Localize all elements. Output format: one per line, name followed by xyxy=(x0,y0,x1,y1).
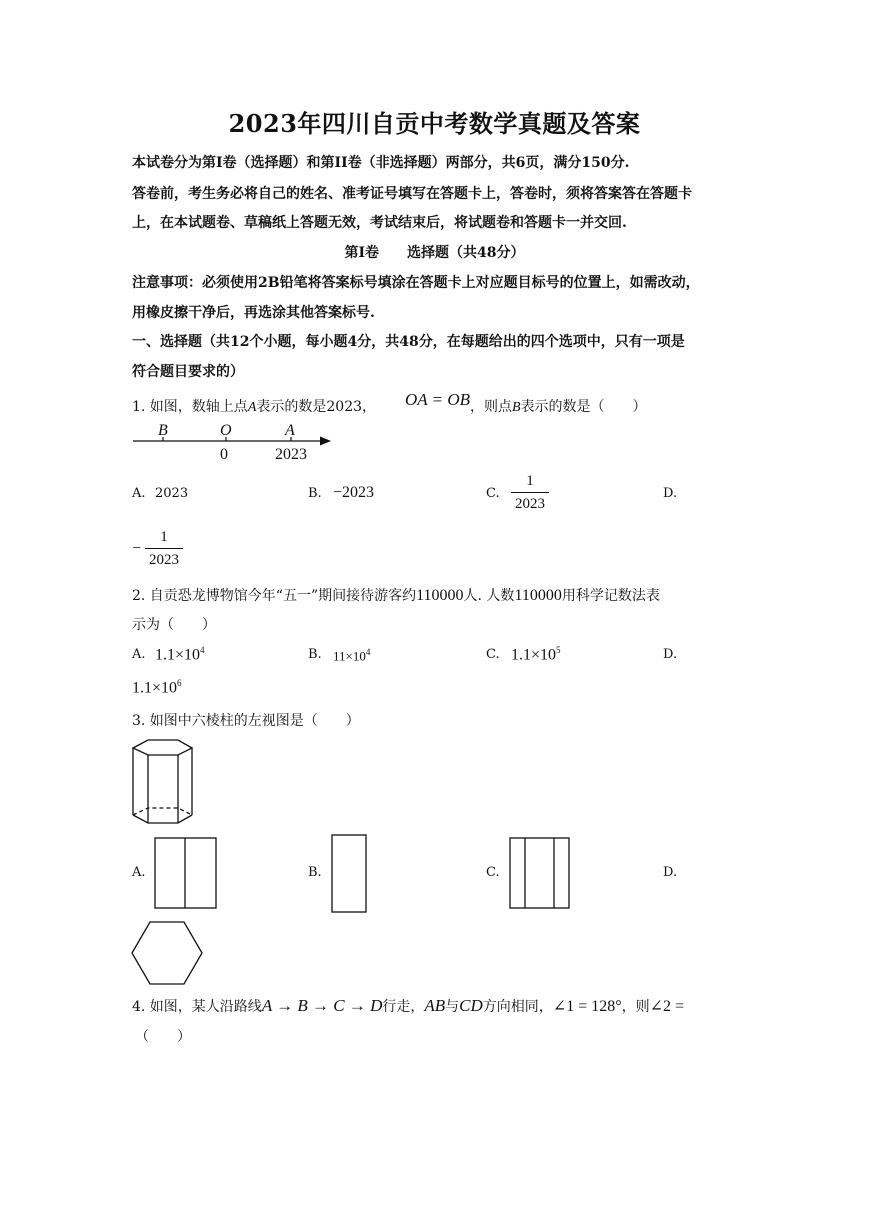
axis-label-a: A xyxy=(285,422,295,439)
q4-angle-2: ∠2 = xyxy=(649,998,685,1015)
q2-line1-a: 2. 自贡恐龙博物馆今年“五一”期间接待游客约 xyxy=(132,588,417,604)
option-d-figure xyxy=(132,922,202,984)
q1-option-d-sign: − xyxy=(132,540,142,557)
q1-option-a-value: 2023 xyxy=(155,486,189,501)
axis-number-zero: 0 xyxy=(220,446,228,463)
q4-mid-3: 方向相同， xyxy=(482,999,553,1015)
q1-option-d-label: D. xyxy=(663,486,678,501)
part-one-line-1: 一、选择题（共12个小题，每小题4分，共48分，在每题给出的四个选项中，只有一项是 xyxy=(132,334,685,350)
q2-line1-c: 用科学记数法表 xyxy=(561,588,660,604)
q3-stem: 3. 如图中六棱柱的左视图是（ ） xyxy=(132,713,360,729)
q2-option-c-label: C. xyxy=(486,647,500,662)
page-title: 2023年四川自贡中考数学真题及答案 xyxy=(228,109,641,138)
q1-option-c-denominator: 2023 xyxy=(515,496,545,512)
q1-prefix: 1. 如图，数轴上点 xyxy=(132,399,248,415)
q4-angle-1: ∠1 = 128° xyxy=(552,998,622,1015)
q4-stem-line-1 xyxy=(132,996,684,1016)
intro-line-3: 上，在本试题卷、草稿纸上答题无效，考试结束后，将试题卷和答题卡一并交回. xyxy=(132,215,627,231)
q2-option-a-base: 1.1×10 xyxy=(155,646,201,664)
intro-line-1: 本试卷分为第Ⅰ卷（选择题）和第II卷（非选择题）两部分，共6页，满分150分. xyxy=(132,155,630,171)
option-a-figure xyxy=(155,838,216,908)
section-header: 第Ⅰ卷 选择题（共48分） xyxy=(344,245,525,261)
q1-option-a-label: A. xyxy=(132,486,146,501)
q3-option-c-label: C. xyxy=(486,865,500,880)
q4-prefix: 4. 如图，某人沿路线 xyxy=(132,999,262,1015)
option-b-figure xyxy=(332,835,366,912)
q3-option-d-label: D. xyxy=(663,865,678,880)
q2-option-b-base: 11×10 xyxy=(333,648,366,664)
q1-suffix-1: ，则点 xyxy=(470,399,512,415)
q4-mid-2: 与 xyxy=(445,999,460,1015)
q1-option-b-label: B. xyxy=(308,486,322,501)
q3-option-a-label: A. xyxy=(132,865,146,880)
part-one-line-2: 符合题目要求的） xyxy=(132,364,244,380)
q4-stem-line-2: （ ） xyxy=(135,1029,191,1045)
q1-option-b-value: −2023 xyxy=(333,484,375,501)
q4-path: A → B → C → D xyxy=(261,996,383,1015)
q4-segment-ab: AB xyxy=(424,996,446,1015)
intro-line-2: 答卷前，考生务必将自己的姓名、准考证号填写在答题卡上，答卷时，须将答案答在答题卡 xyxy=(132,186,692,202)
q2-option-c-base: 1.1×10 xyxy=(511,646,557,664)
q2-stem-line-2: 示为（ ） xyxy=(132,617,216,633)
q4-segment-cd: CD xyxy=(459,996,483,1015)
q2-option-d-label: D. xyxy=(663,647,678,662)
q2-option-a-exp: 4 xyxy=(200,645,205,655)
q1-option-c-numerator: 1 xyxy=(526,473,534,489)
option-c-figure xyxy=(510,838,569,908)
q4-mid-4: ，则 xyxy=(621,999,650,1015)
q1-equation: OA = OB xyxy=(405,390,470,409)
hexagonal-prism-figure xyxy=(133,740,192,823)
q2-number-1: 110000 xyxy=(416,587,464,604)
q2-option-b-label: B. xyxy=(308,647,322,662)
q2-option-b-exp: 4 xyxy=(365,647,371,657)
q1-suffix-2: 表示的数是（ ） xyxy=(520,399,647,415)
q2-option-d-base: 1.1×10 xyxy=(132,679,178,697)
axis-number-2023: 2023 xyxy=(275,446,307,463)
q1-var-b: B xyxy=(512,400,521,415)
q4-mid-1: 行走， xyxy=(382,999,425,1015)
q3-option-b-label: B. xyxy=(308,865,322,880)
q2-option-d-exp: 6 xyxy=(177,678,182,688)
q2-option-c-exp: 5 xyxy=(556,645,561,655)
q1-var-a: A xyxy=(247,400,257,415)
q1-mid: 表示的数是2023， xyxy=(256,399,377,415)
q1-option-d-numerator: 1 xyxy=(160,529,168,545)
q1-option-d-denominator: 2023 xyxy=(149,552,179,568)
q2-option-a-label: A. xyxy=(132,647,146,662)
axis-label-b: B xyxy=(158,422,168,439)
notice-line-2: 用橡皮擦干净后，再选涂其他答案标号. xyxy=(132,305,375,321)
q2-number-2: 110000 xyxy=(514,587,562,604)
q2-line1-b: 人. 人数 xyxy=(463,588,515,604)
axis-label-o: O xyxy=(220,422,232,439)
notice-line-1: 注意事项：必须使用2B铅笔将答案标号填涂在答题卡上对应题目标号的位置上，如需改动， xyxy=(132,275,700,291)
q1-option-c-label: C. xyxy=(486,486,500,501)
